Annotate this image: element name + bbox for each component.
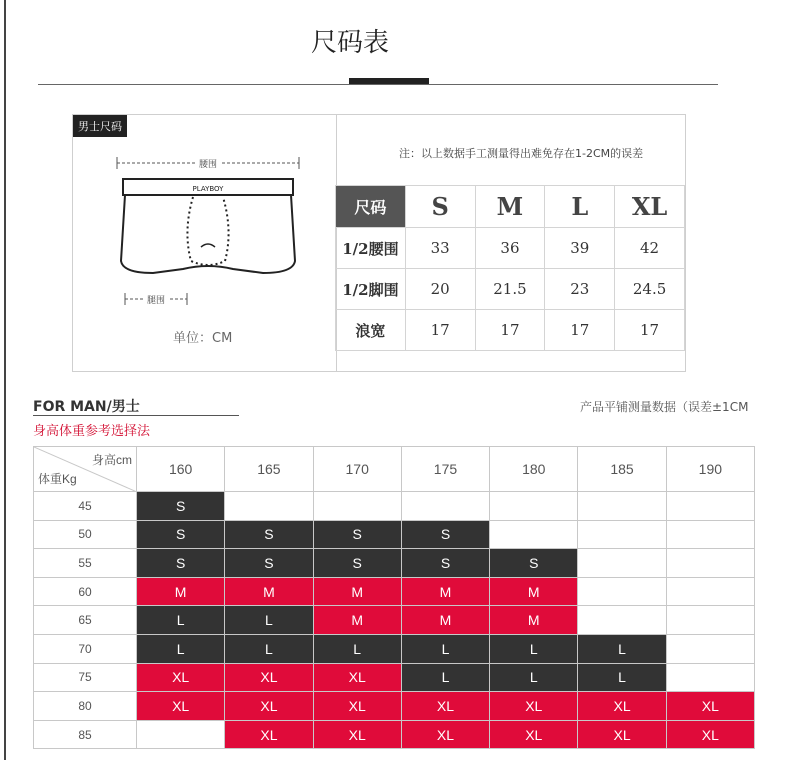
weight-row-header: 65 bbox=[34, 606, 137, 635]
size-recommendation-cell: XL bbox=[666, 692, 754, 721]
grid-row bbox=[34, 634, 755, 663]
size-recommendation-cell bbox=[578, 606, 666, 635]
size-recommendation-cell: L bbox=[401, 663, 489, 692]
size-recommendation-cell: M bbox=[313, 606, 401, 635]
size-recommendation-cell: L bbox=[137, 606, 225, 635]
size-recommendation-cell bbox=[137, 720, 225, 749]
row-label: 1/2脚围 bbox=[336, 269, 406, 310]
size-cell: 17 bbox=[405, 310, 475, 351]
size-recommendation-cell: XL bbox=[666, 720, 754, 749]
size-recommendation-cell: S bbox=[137, 492, 225, 521]
grid-row bbox=[34, 692, 755, 721]
row-label: 浪宽 bbox=[336, 310, 406, 351]
weight-row-header: 80 bbox=[34, 692, 137, 721]
size-recommendation-cell: XL bbox=[137, 663, 225, 692]
size-cell: 24.5 bbox=[615, 269, 685, 310]
size-recommendation-cell: XL bbox=[137, 692, 225, 721]
weight-row-header: 85 bbox=[34, 720, 137, 749]
size-cell: 39 bbox=[545, 228, 615, 269]
measure-note: 产品平铺测量数据（误差±1CM bbox=[580, 400, 749, 414]
size-recommendation-cell: XL bbox=[401, 692, 489, 721]
size-row-rise bbox=[336, 310, 685, 351]
size-recommendation-cell: S bbox=[401, 520, 489, 549]
grid-corner-cell bbox=[34, 447, 137, 492]
weight-row-header: 70 bbox=[34, 634, 137, 663]
measurement-note: 注：以上数据手工测量得出难免存在1-2CM的误差 bbox=[399, 147, 644, 160]
height-weight-grid bbox=[33, 446, 755, 749]
size-row-waist bbox=[336, 228, 685, 269]
weight-row-header: 75 bbox=[34, 663, 137, 692]
size-recommendation-cell bbox=[666, 549, 754, 578]
size-recommendation-cell: S bbox=[490, 549, 578, 578]
men-size-tag: 男士尺码 bbox=[73, 115, 127, 137]
size-recommendation-cell bbox=[578, 577, 666, 606]
size-recommendation-cell: S bbox=[313, 549, 401, 578]
grid-row bbox=[34, 520, 755, 549]
title-rule bbox=[38, 84, 718, 85]
size-recommendation-cell: M bbox=[137, 577, 225, 606]
size-header-cell: 尺码 bbox=[336, 186, 406, 228]
grid-row bbox=[34, 492, 755, 521]
size-col-m: M bbox=[475, 186, 545, 228]
grid-row bbox=[34, 663, 755, 692]
leg-label: 腿围 bbox=[146, 296, 166, 306]
size-recommendation-cell: S bbox=[225, 520, 313, 549]
size-recommendation-cell: M bbox=[313, 577, 401, 606]
height-axis-label: 身高cm bbox=[92, 453, 132, 467]
size-recommendation-cell: XL bbox=[578, 720, 666, 749]
size-recommendation-cell: M bbox=[225, 577, 313, 606]
size-table bbox=[335, 185, 685, 351]
size-cell: 23 bbox=[545, 269, 615, 310]
waist-label: 腰围 bbox=[198, 160, 218, 170]
grid-row bbox=[34, 549, 755, 578]
weight-row-header: 60 bbox=[34, 577, 137, 606]
for-man-heading: FOR MAN/男士 bbox=[33, 399, 140, 415]
page-title: 尺码表 bbox=[310, 28, 389, 58]
height-col-header: 175 bbox=[401, 447, 489, 492]
size-recommendation-cell bbox=[578, 549, 666, 578]
size-recommendation-cell: XL bbox=[225, 663, 313, 692]
size-recommendation-cell bbox=[313, 492, 401, 521]
size-recommendation-cell: L bbox=[578, 634, 666, 663]
size-recommendation-cell: XL bbox=[313, 720, 401, 749]
height-col-header: 180 bbox=[490, 447, 578, 492]
size-recommendation-cell: XL bbox=[490, 720, 578, 749]
size-cell: 20 bbox=[405, 269, 475, 310]
size-recommendation-cell bbox=[401, 492, 489, 521]
size-recommendation-cell: S bbox=[137, 549, 225, 578]
height-col-header: 165 bbox=[225, 447, 313, 492]
size-panel bbox=[72, 114, 686, 372]
weight-axis-label: 体重Kg bbox=[38, 472, 77, 486]
size-recommendation-cell bbox=[578, 520, 666, 549]
size-recommendation-cell: L bbox=[401, 634, 489, 663]
size-recommendation-cell: XL bbox=[313, 663, 401, 692]
size-recommendation-cell bbox=[666, 663, 754, 692]
size-recommendation-cell: S bbox=[313, 520, 401, 549]
size-recommendation-cell bbox=[490, 520, 578, 549]
height-col-header: 160 bbox=[137, 447, 225, 492]
height-col-header: 185 bbox=[578, 447, 666, 492]
row-label: 1/2腰围 bbox=[336, 228, 406, 269]
size-recommendation-cell: XL bbox=[490, 692, 578, 721]
size-recommendation-cell: M bbox=[401, 577, 489, 606]
size-col-l: L bbox=[545, 186, 615, 228]
size-cell: 17 bbox=[475, 310, 545, 351]
brand-mark: PLAYBOY bbox=[192, 185, 224, 193]
size-recommendation-cell bbox=[225, 492, 313, 521]
grid-row bbox=[34, 720, 755, 749]
size-row-leg bbox=[336, 269, 685, 310]
size-recommendation-cell bbox=[666, 492, 754, 521]
size-recommendation-cell: S bbox=[137, 520, 225, 549]
size-cell: 17 bbox=[615, 310, 685, 351]
size-cell: 42 bbox=[615, 228, 685, 269]
grid-row bbox=[34, 577, 755, 606]
briefs-diagram-icon bbox=[103, 151, 313, 321]
size-recommendation-cell: M bbox=[490, 577, 578, 606]
title-rule-accent bbox=[349, 78, 429, 84]
size-recommendation-cell: M bbox=[490, 606, 578, 635]
size-col-xl: XL bbox=[615, 186, 685, 228]
selection-method-label: 身高体重参考选择法 bbox=[33, 424, 151, 439]
weight-row-header: 50 bbox=[34, 520, 137, 549]
size-recommendation-cell bbox=[490, 492, 578, 521]
size-header-row bbox=[336, 186, 685, 228]
weight-row-header: 45 bbox=[34, 492, 137, 521]
size-cell: 17 bbox=[545, 310, 615, 351]
grid-header-row bbox=[34, 447, 755, 492]
heading-rule bbox=[33, 415, 239, 416]
size-recommendation-cell: XL bbox=[401, 720, 489, 749]
size-recommendation-cell: L bbox=[137, 634, 225, 663]
size-recommendation-cell: XL bbox=[578, 692, 666, 721]
size-recommendation-cell: L bbox=[578, 663, 666, 692]
size-recommendation-cell: S bbox=[225, 549, 313, 578]
size-recommendation-cell: XL bbox=[225, 720, 313, 749]
size-col-s: S bbox=[405, 186, 475, 228]
height-col-header: 170 bbox=[313, 447, 401, 492]
size-recommendation-cell: L bbox=[490, 634, 578, 663]
size-recommendation-cell: M bbox=[401, 606, 489, 635]
weight-row-header: 55 bbox=[34, 549, 137, 578]
size-recommendation-cell: L bbox=[225, 606, 313, 635]
size-cell: 36 bbox=[475, 228, 545, 269]
size-cell: 33 bbox=[405, 228, 475, 269]
size-recommendation-cell: L bbox=[225, 634, 313, 663]
size-recommendation-cell bbox=[666, 577, 754, 606]
size-recommendation-cell: L bbox=[313, 634, 401, 663]
grid-row bbox=[34, 606, 755, 635]
left-edge-line bbox=[4, 0, 6, 760]
size-recommendation-cell bbox=[578, 492, 666, 521]
size-recommendation-cell: L bbox=[490, 663, 578, 692]
size-recommendation-cell: XL bbox=[313, 692, 401, 721]
size-recommendation-cell: S bbox=[401, 549, 489, 578]
size-recommendation-cell bbox=[666, 606, 754, 635]
height-col-header: 190 bbox=[666, 447, 754, 492]
unit-label: 单位：CM bbox=[173, 331, 233, 346]
size-cell: 21.5 bbox=[475, 269, 545, 310]
size-recommendation-cell: XL bbox=[225, 692, 313, 721]
size-recommendation-cell bbox=[666, 520, 754, 549]
size-recommendation-cell bbox=[666, 634, 754, 663]
